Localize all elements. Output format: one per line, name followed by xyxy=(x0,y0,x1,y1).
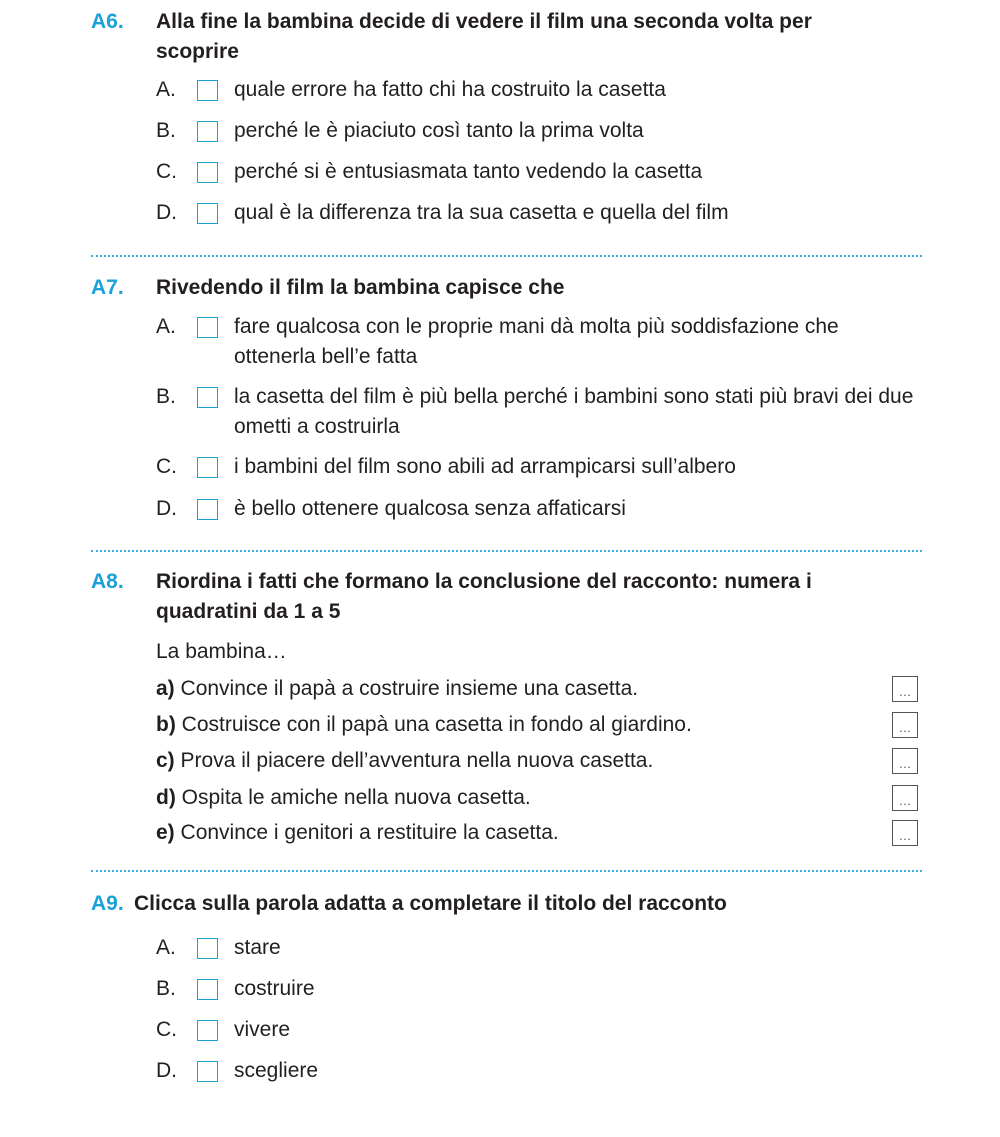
section-divider xyxy=(91,550,922,552)
option-text: è bello ottenere qualcosa senza affaticarsi xyxy=(234,497,626,520)
option-text: costruire xyxy=(234,977,315,1000)
option-letter: D. xyxy=(156,497,177,520)
option-text: scegliere xyxy=(234,1059,319,1082)
event-item xyxy=(156,783,856,813)
question-number: A8. xyxy=(91,570,124,593)
option-text: qual è la differenza tra la sua casetta e quella del film xyxy=(234,201,729,224)
question-number: A6. xyxy=(91,10,124,33)
event-text: Costruisce con il papà una casetta in fondo al giardino. xyxy=(181,713,692,736)
event-label: c) xyxy=(156,749,175,772)
checkbox[interactable] xyxy=(197,499,218,520)
event-text: Ospita le amiche nella nuova casetta. xyxy=(181,786,531,809)
section-divider xyxy=(91,255,922,257)
checkbox[interactable] xyxy=(197,203,218,224)
checkbox[interactable] xyxy=(197,938,218,959)
option-text: stare xyxy=(234,936,281,959)
section-divider xyxy=(91,870,922,872)
event-label: e) xyxy=(156,821,175,844)
question-prompt: Riordina i fatti che formano la conclusione del racconto: numera i quadratini da 1 a 5 xyxy=(156,570,812,623)
option-letter: A. xyxy=(156,315,176,338)
option-letter: C. xyxy=(156,455,177,478)
order-number-box[interactable]: … xyxy=(892,785,918,811)
event-item xyxy=(156,818,856,848)
order-number-box[interactable]: … xyxy=(892,820,918,846)
option-letter: C. xyxy=(156,1018,177,1041)
event-item xyxy=(156,746,856,776)
option-letter: B. xyxy=(156,977,176,1000)
checkbox[interactable] xyxy=(197,979,218,1000)
option-letter: B. xyxy=(156,385,176,408)
option-letter: A. xyxy=(156,936,176,959)
event-label: d) xyxy=(156,786,176,809)
event-label: a) xyxy=(156,677,175,700)
checkbox[interactable] xyxy=(197,457,218,478)
option-text: perché si è entusiasmata tanto vedendo la casetta xyxy=(234,160,703,183)
checkbox[interactable] xyxy=(197,1061,218,1082)
event-item xyxy=(156,674,856,704)
checkbox[interactable] xyxy=(197,162,218,183)
option-letter: B. xyxy=(156,119,176,142)
checkbox[interactable] xyxy=(197,121,218,142)
event-text: Convince il papà a costruire insieme una casetta. xyxy=(180,677,639,700)
question-number: A7. xyxy=(91,276,124,299)
option-text: quale errore ha fatto chi ha costruito la casetta xyxy=(234,78,666,101)
option-letter: C. xyxy=(156,160,177,183)
order-number-box[interactable]: … xyxy=(892,712,918,738)
checkbox[interactable] xyxy=(197,387,218,408)
order-number-box[interactable]: … xyxy=(892,748,918,774)
option-text: vivere xyxy=(234,1018,291,1041)
option-letter: D. xyxy=(156,1059,177,1082)
checkbox[interactable] xyxy=(197,80,218,101)
option-letter: D. xyxy=(156,201,177,224)
question-prompt: Alla fine la bambina decide di vedere il film una seconda volta per scoprire xyxy=(156,10,812,63)
checkbox[interactable] xyxy=(197,317,218,338)
option-text: fare qualcosa con le proprie mani dà molta più soddisfazione che ottenerla bell’e fatta xyxy=(234,315,839,368)
option-text: perché le è piaciuto così tanto la prima volta xyxy=(234,119,644,142)
question-prompt: Rivedendo il film la bambina capisce che xyxy=(156,276,565,299)
option-letter: A. xyxy=(156,78,176,101)
event-label: b) xyxy=(156,713,176,736)
checkbox[interactable] xyxy=(197,1020,218,1041)
order-number-box[interactable]: … xyxy=(892,676,918,702)
option-text: la casetta del film è più bella perché i bambini sono stati più bravi dei due ometti a costruirla xyxy=(234,385,914,438)
question-prompt: Clicca sulla parola adatta a completare il titolo del racconto xyxy=(134,892,727,915)
event-text: Convince i genitori a restituire la casetta. xyxy=(180,821,559,844)
option-text: i bambini del film sono abili ad arrampicarsi sull’albero xyxy=(234,455,736,478)
event-item xyxy=(156,710,856,740)
event-text: Prova il piacere dell’avventura nella nuova casetta. xyxy=(180,749,654,772)
intro-text: La bambina… xyxy=(156,640,287,663)
question-number: A9. xyxy=(91,892,124,915)
